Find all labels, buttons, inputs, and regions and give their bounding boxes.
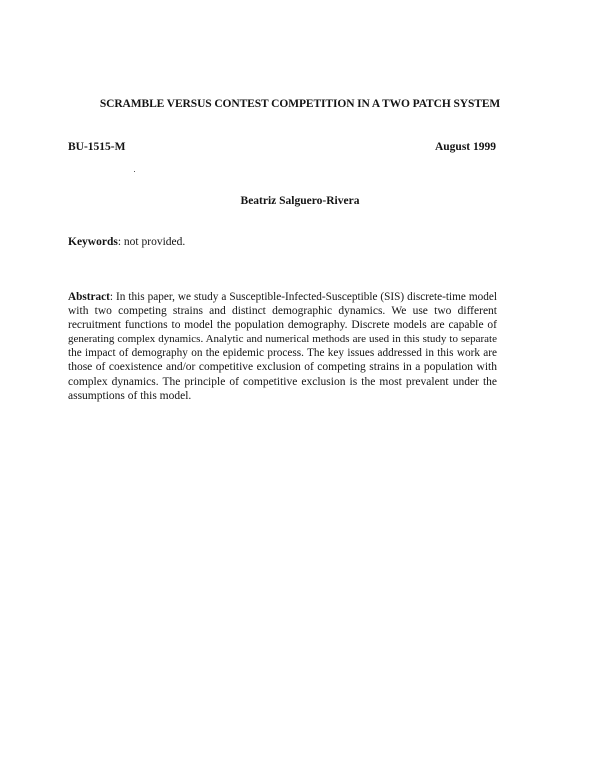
abstract-line: generating complex dynamics. Analytic and numerical methods are used in this study to separate (68, 333, 497, 346)
scan-speck (134, 171, 135, 172)
abstract-line: the impact of demography on the epidemic process. The key issues addressed in this work are (68, 347, 497, 360)
abstract-line: recruitment functions to model the population demography. Discrete models are capable of (68, 319, 497, 332)
keywords-paragraph (68, 236, 185, 248)
abstract-paragraph (68, 290, 497, 403)
abstract-label: Abstract (68, 291, 110, 303)
author-name: Beatriz Salguero-Rivera (240, 195, 360, 207)
paper-title: SCRAMBLE VERSUS CONTEST COMPETITION IN A TWO PATCH SYSTEM (99, 98, 501, 110)
abstract-line: those of coexistence and/or competitive exclusion of competing strains in a population with (68, 361, 497, 374)
abstract-line: assumptions of this model. (68, 389, 192, 402)
keywords-value: : not provided. (117, 236, 186, 248)
abstract-line: complex dynamics. The principle of competitive exclusion is the most prevalent under the (68, 375, 497, 388)
abstract-line-text: : In this paper, we study a Susceptible-Infected-Susceptible (SIS) discrete-time model (109, 291, 497, 303)
report-date: August 1999 (434, 141, 496, 153)
abstract-line: with two competing strains and distinct demographic dynamics. We use two different (68, 305, 497, 318)
keywords-label: Keywords (68, 236, 118, 248)
abstract-line (68, 290, 497, 304)
report-number: BU-1515-M (68, 141, 126, 153)
